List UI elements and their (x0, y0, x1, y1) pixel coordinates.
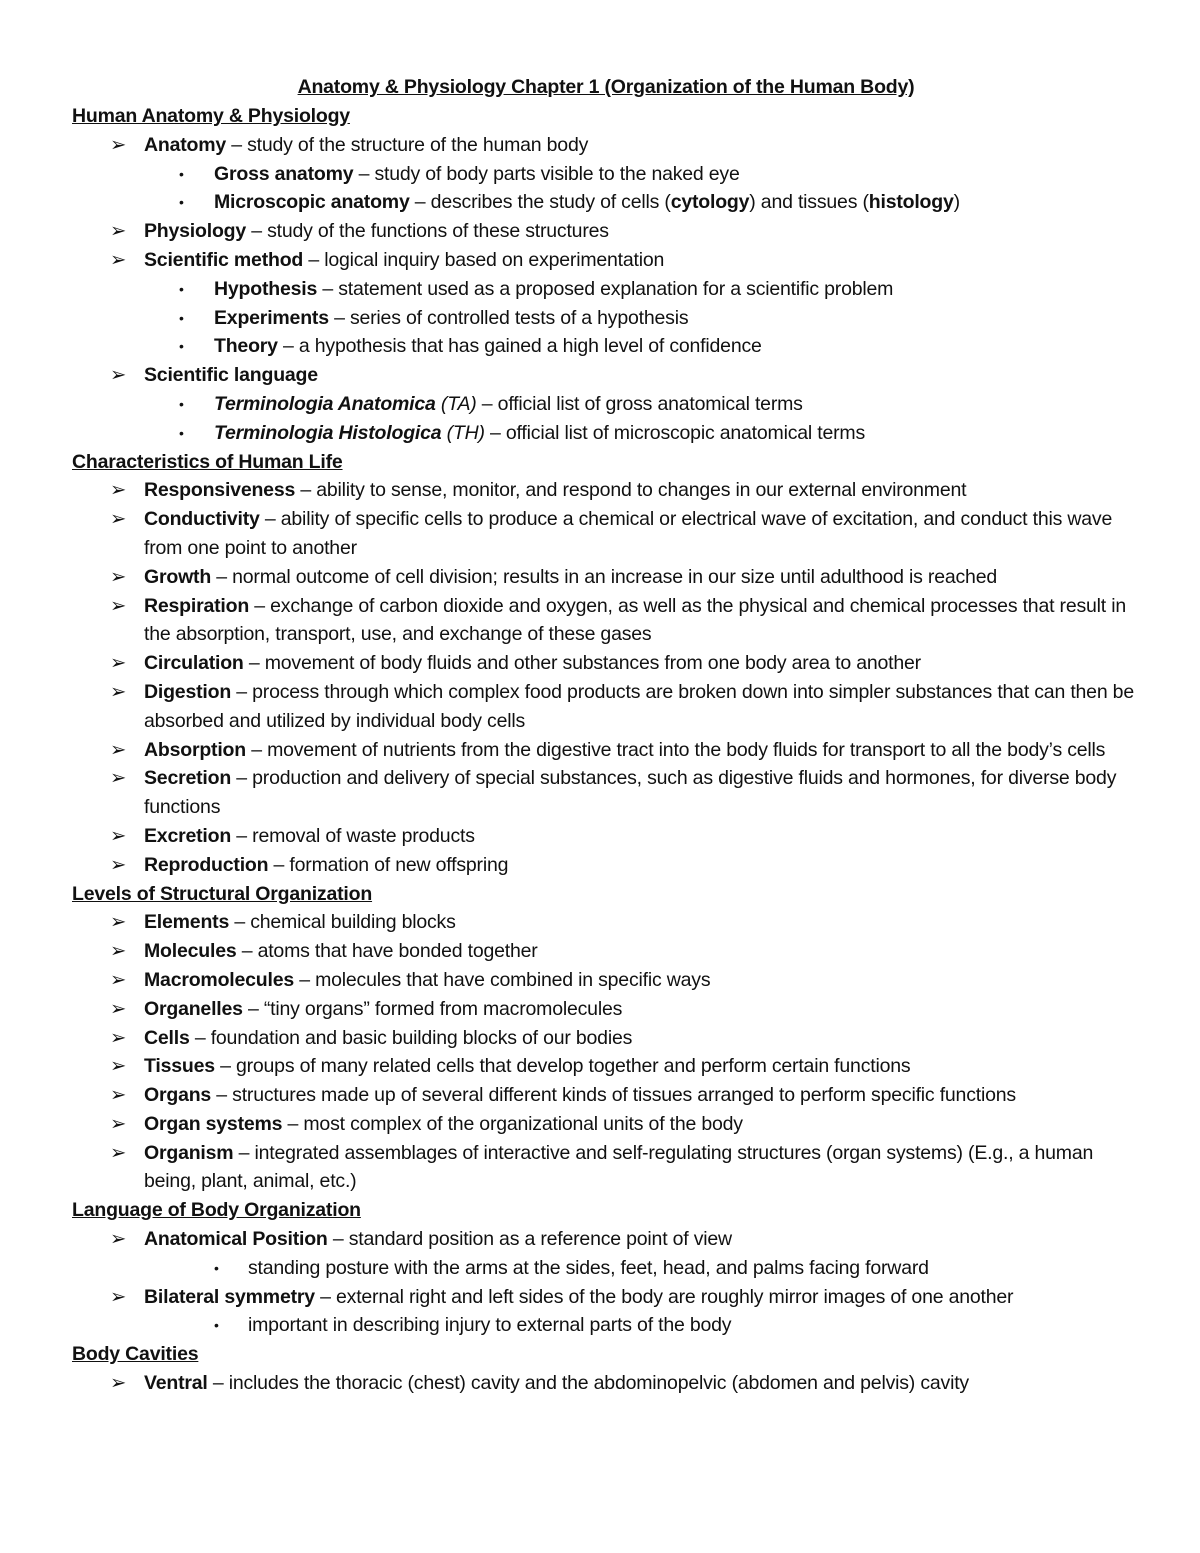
term: Microscopic anatomy (214, 191, 410, 214)
list-item-text (144, 505, 1140, 563)
section-heading: Human Anatomy & Physiology (72, 105, 350, 127)
list-item (72, 1110, 1140, 1139)
list-item (72, 505, 1140, 563)
list-item-text (144, 678, 1140, 736)
term: Responsiveness (144, 479, 296, 502)
section-heading: Characteristics of Human Life (72, 450, 343, 473)
term: Conductivity (144, 508, 260, 531)
term: Organism (144, 1141, 234, 1164)
list-item-text (144, 966, 1140, 995)
list-item-text (144, 1052, 1140, 1081)
sub-list-item (72, 1311, 1140, 1340)
term: Physiology (144, 220, 247, 243)
term: Digestion (144, 680, 232, 703)
list-item-text (144, 1283, 1140, 1312)
term: Growth (144, 565, 212, 588)
list-item (72, 1139, 1140, 1197)
dot-bullet-icon: • (179, 194, 184, 211)
list-item-text (144, 246, 1140, 275)
dot-bullet-icon: • (214, 1317, 219, 1334)
arrow-bullet-icon: ➢ (110, 911, 127, 934)
list-item (72, 563, 1140, 592)
term: Molecules (144, 940, 237, 963)
term: Circulation (144, 652, 244, 675)
list-item (72, 995, 1140, 1024)
term: Terminologia Anatomica (214, 392, 436, 415)
list-item-text (144, 1369, 1140, 1398)
arrow-bullet-icon: ➢ (110, 968, 127, 991)
list-item (72, 1283, 1140, 1312)
list-item (72, 361, 1140, 390)
term: Theory (214, 335, 278, 358)
sub-list-item (72, 1254, 1140, 1283)
definition: – normal outcome of cell division; results in an increase in our size until adulthood is reached (211, 565, 997, 588)
arrow-bullet-icon: ➢ (110, 1372, 127, 1395)
list-item-text (144, 764, 1140, 822)
list-item (72, 736, 1140, 765)
term: Secretion (144, 767, 232, 790)
sub-list-item (72, 332, 1140, 361)
arrow-bullet-icon: ➢ (110, 220, 127, 243)
sub-list-item (72, 188, 1140, 217)
arrow-bullet-icon: ➢ (110, 1084, 127, 1107)
list-item-text (144, 217, 1140, 246)
list-item-text (144, 1139, 1140, 1197)
list-item (72, 1369, 1140, 1398)
arrow-bullet-icon: ➢ (110, 997, 127, 1020)
dot-bullet-icon: • (179, 280, 184, 297)
list-item (72, 966, 1140, 995)
arrow-bullet-icon: ➢ (110, 1228, 127, 1251)
arrow-bullet-icon: ➢ (110, 767, 127, 790)
sub-list-item-text (214, 160, 1140, 189)
term: Scientific language (144, 364, 318, 387)
notes-body (72, 102, 1140, 1398)
list-item-text (144, 822, 1140, 851)
abbreviation: (TH) (441, 421, 485, 444)
definition: important in describing injury to external parts of the body (248, 1314, 732, 1337)
list-item (72, 937, 1140, 966)
list-item (72, 1052, 1140, 1081)
list-item-text (144, 937, 1140, 966)
sub-list-item-text (214, 188, 1140, 217)
arrow-bullet-icon: ➢ (110, 364, 127, 387)
term: histology (868, 191, 954, 214)
term: Hypothesis (214, 277, 318, 300)
definition: – statement used as a proposed explanation for a scientific problem (317, 277, 894, 300)
term: Gross anatomy (214, 162, 354, 185)
list-item (72, 851, 1140, 880)
arrow-bullet-icon: ➢ (110, 133, 127, 156)
arrow-bullet-icon: ➢ (110, 824, 127, 847)
definition: – includes the thoracic (chest) cavity and the abdominopelvic (abdomen and pelvis) cavity (207, 1372, 969, 1395)
list-item (72, 476, 1140, 505)
sub-list-item-text (214, 275, 1140, 304)
arrow-bullet-icon: ➢ (110, 565, 127, 588)
sub-list-item-text (248, 1311, 1140, 1340)
term: Organ systems (144, 1112, 283, 1135)
term: Macromolecules (144, 968, 295, 991)
definition: – standard position as a reference point of view (327, 1228, 732, 1251)
arrow-bullet-icon: ➢ (110, 1112, 127, 1135)
sub-list-item (72, 160, 1140, 189)
definition: – formation of new offspring (268, 853, 509, 876)
term: Respiration (144, 594, 250, 617)
definition: – external right and left sides of the body are roughly mirror images of one another (314, 1285, 1014, 1308)
definition: – ability of specific cells to produce a chemical or electrical wave of excitation, and conduct this wave from one point to another (144, 508, 1113, 559)
dot-bullet-icon: • (179, 338, 184, 355)
definition: ) and tissues ( (749, 191, 869, 214)
definition: – structures made up of several different kinds of tissues arranged to perform specific functions (211, 1084, 1016, 1107)
page-title: Anatomy & Physiology Chapter 1 (Organization of the Human Body) (297, 76, 915, 98)
arrow-bullet-icon: ➢ (110, 738, 127, 761)
dot-bullet-icon: • (179, 165, 184, 182)
term: Scientific method (144, 248, 304, 271)
list-item-text (144, 649, 1140, 678)
definition: – describes the study of cells ( (409, 191, 671, 214)
list-item (72, 246, 1140, 275)
list-item-text (144, 592, 1140, 650)
list-item (72, 131, 1140, 160)
definition: – study of the functions of these structures (246, 220, 609, 243)
term: Organelles (144, 997, 243, 1020)
sub-list-item-text (214, 390, 1140, 419)
arrow-bullet-icon: ➢ (110, 248, 127, 271)
definition: – official list of gross anatomical terms (476, 392, 803, 415)
definition: – series of controlled tests of a hypothesis (328, 306, 689, 329)
sub-list-item-text (214, 304, 1140, 333)
arrow-bullet-icon: ➢ (110, 594, 127, 617)
section-heading: Language of Body Organization (72, 1199, 361, 1222)
list-item-text (144, 563, 1140, 592)
arrow-bullet-icon: ➢ (110, 1026, 127, 1049)
list-item (72, 1081, 1140, 1110)
list-item (72, 1225, 1140, 1254)
term: Excretion (144, 824, 232, 847)
term: Elements (144, 911, 230, 934)
list-item (72, 649, 1140, 678)
dot-bullet-icon: • (179, 309, 184, 326)
arrow-bullet-icon: ➢ (110, 1285, 127, 1308)
arrow-bullet-icon: ➢ (110, 1141, 127, 1164)
arrow-bullet-icon: ➢ (110, 680, 127, 703)
term: Terminologia Histologica (214, 421, 442, 444)
definition: – official list of microscopic anatomical terms (484, 421, 865, 444)
term: Anatomy (144, 133, 227, 156)
term: Tissues (144, 1055, 215, 1078)
arrow-bullet-icon: ➢ (110, 1055, 127, 1078)
term: Absorption (144, 738, 246, 761)
dot-bullet-icon: • (214, 1259, 219, 1276)
arrow-bullet-icon: ➢ (110, 508, 127, 531)
definition: standing posture with the arms at the sides, feet, head, and palms facing forward (248, 1256, 929, 1279)
list-item-text (144, 1024, 1140, 1053)
list-item-text (144, 361, 1140, 390)
abbreviation: (TA) (435, 392, 477, 415)
term: Experiments (214, 306, 329, 329)
definition: – study of the structure of the human body (226, 133, 589, 156)
sub-list-item-text (214, 419, 1140, 448)
dot-bullet-icon: • (179, 424, 184, 441)
definition: – production and delivery of special substances, such as digestive fluids and hormones, for diverse body functions (144, 767, 1117, 819)
list-item-text (144, 995, 1140, 1024)
definition: – exchange of carbon dioxide and oxygen, as well as the physical and chemical processes that result in the absorption, transport, use, and exchange of these gases (144, 594, 1127, 646)
definition: – atoms that have bonded together (236, 940, 538, 963)
definition: – molecules that have combined in specific ways (294, 968, 711, 991)
definition: – study of body parts visible to the naked eye (353, 162, 740, 185)
list-item (72, 822, 1140, 851)
list-item (72, 217, 1140, 246)
sub-list-item (72, 419, 1140, 448)
term: Cells (144, 1026, 190, 1049)
list-item-text (144, 476, 1140, 505)
definition: – foundation and basic building blocks of our bodies (189, 1026, 633, 1049)
definition: – “tiny organs” formed from macromolecules (242, 997, 623, 1020)
section-heading: Levels of Structural Organization (72, 882, 373, 905)
definition: – removal of waste products (231, 824, 475, 847)
list-item-text (144, 1081, 1140, 1110)
sub-list-item-text (214, 332, 1140, 361)
arrow-bullet-icon: ➢ (110, 652, 127, 675)
definition: – most complex of the organizational units of the body (282, 1112, 743, 1135)
term: Organs (144, 1084, 212, 1107)
list-item-text (144, 1225, 1140, 1254)
term: Reproduction (144, 853, 269, 876)
list-item (72, 1024, 1140, 1053)
dot-bullet-icon: • (179, 395, 184, 412)
list-item (72, 592, 1140, 650)
list-item-text (144, 908, 1140, 937)
definition: – movement of body fluids and other substances from one body area to another (243, 652, 921, 675)
arrow-bullet-icon: ➢ (110, 479, 127, 502)
definition: – ability to sense, monitor, and respond to changes in our external environment (295, 479, 967, 502)
list-item (72, 908, 1140, 937)
definition: – chemical building blocks (229, 911, 456, 934)
definition: – groups of many related cells that develop together and perform certain functions (214, 1055, 911, 1078)
sub-list-item (72, 304, 1140, 333)
definition: ) (953, 191, 960, 214)
section-heading: Body Cavities (72, 1343, 199, 1366)
definition: – movement of nutrients from the digestive tract into the body fluids for transport to all the body’s cells (245, 738, 1106, 761)
definition: – integrated assemblages of interactive and self-regulating structures (organ systems) (E.g., a human being, plant, animal, etc.) (144, 1141, 1094, 1193)
term: Anatomical Position (144, 1228, 328, 1251)
definition: – process through which complex food products are broken down into simpler substances that can then be absorbed and utilized by individual body cells (144, 680, 1134, 732)
term: cytology (670, 191, 750, 214)
definition: – logical inquiry based on experimentation (303, 248, 665, 271)
list-item-text (144, 131, 1140, 160)
list-item-text (144, 1110, 1140, 1139)
term: Ventral (144, 1372, 208, 1395)
sub-list-item-text (248, 1254, 1140, 1283)
term: Bilateral symmetry (144, 1285, 315, 1308)
definition: – a hypothesis that has gained a high level of confidence (277, 335, 762, 358)
arrow-bullet-icon: ➢ (110, 853, 127, 876)
list-item (72, 764, 1140, 822)
list-item-text (144, 851, 1140, 880)
arrow-bullet-icon: ➢ (110, 940, 127, 963)
list-item-text (144, 736, 1140, 765)
sub-list-item (72, 390, 1140, 419)
list-item (72, 678, 1140, 736)
sub-list-item (72, 275, 1140, 304)
